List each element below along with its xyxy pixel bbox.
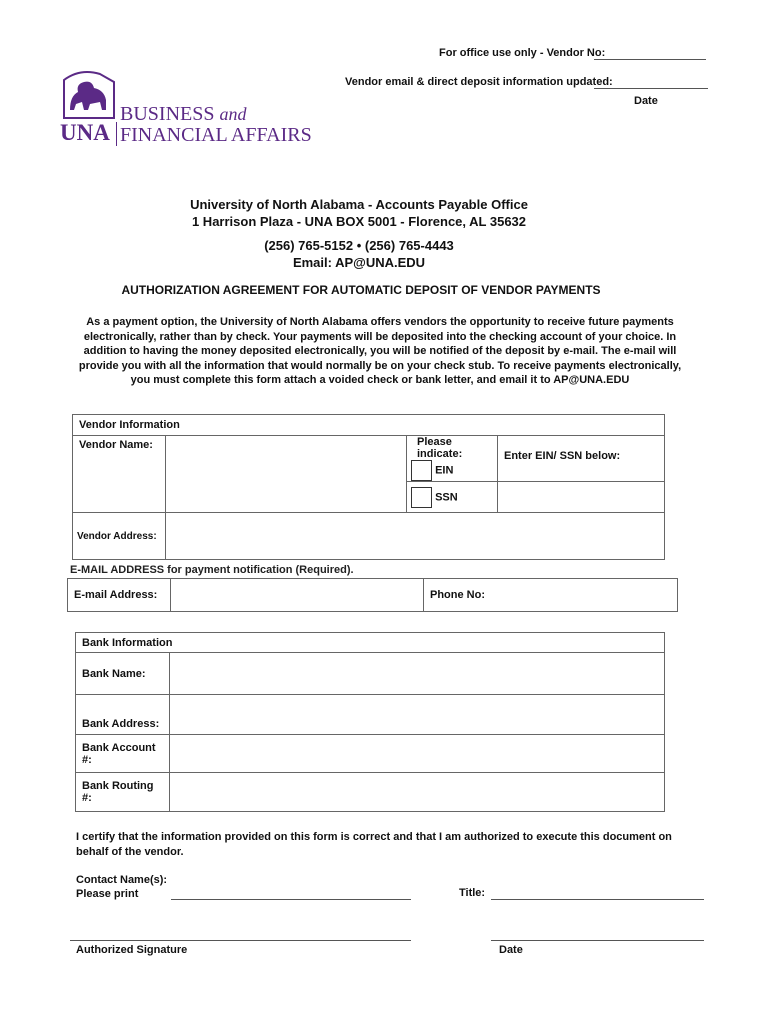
vendor-section-title: Vendor Information bbox=[73, 415, 665, 436]
bank-address-input[interactable] bbox=[170, 695, 665, 735]
org-address: 1 Harrison Plaza - UNA BOX 5001 - Florence, AL 35632 bbox=[191, 214, 527, 229]
signature-label: Authorized Signature bbox=[76, 944, 188, 956]
intro-line: addition to having the money deposited electronically, you will be notified of the deposit by e-mail. The e-mail will bbox=[83, 345, 677, 357]
updated-label: Vendor email & direct deposit information updated: bbox=[345, 76, 613, 88]
ein-cell bbox=[407, 436, 498, 482]
contact-name-line[interactable] bbox=[171, 899, 411, 900]
enter-ein-ssn-label: Enter EIN/ SSN below: bbox=[498, 436, 665, 482]
intro-line: electronically, rather than by check. Your payments will be deposited into the checking account of your choice. In bbox=[83, 330, 677, 343]
vendor-no-label: For office use only - Vendor No: bbox=[439, 47, 606, 59]
logo-line2: FINANCIAL AFFAIRS bbox=[120, 124, 312, 146]
bank-routing-input[interactable] bbox=[170, 773, 665, 812]
lion-icon bbox=[60, 68, 118, 120]
vendor-name-input[interactable] bbox=[166, 436, 407, 513]
una-mark: UNA bbox=[60, 120, 110, 145]
email-section-title: E-MAIL ADDRESS for payment notification (Required). bbox=[70, 564, 354, 576]
signature-line[interactable] bbox=[70, 940, 411, 941]
ein-ssn-input[interactable] bbox=[498, 482, 665, 513]
ssn-checkbox[interactable] bbox=[411, 487, 432, 508]
ein-label: EIN bbox=[435, 464, 454, 477]
org-email: Email: AP@UNA.EDU bbox=[292, 255, 426, 270]
indicate-label: Please indicate: bbox=[417, 436, 463, 460]
bank-table bbox=[75, 632, 665, 812]
intro-text bbox=[40, 315, 720, 388]
una-logo bbox=[60, 68, 310, 148]
updated-line[interactable] bbox=[594, 88, 708, 89]
vendor-table bbox=[72, 414, 665, 560]
email-label: E-mail Address: bbox=[68, 579, 171, 612]
office-date-label: Date bbox=[634, 95, 658, 107]
certify-line: behalf of the vendor. bbox=[76, 846, 184, 858]
intro-line: provide you with all the information that would normally be on your check stub. To receive payments electronically, bbox=[78, 359, 682, 372]
bank-routing-label: Bank Routing #: bbox=[76, 773, 170, 812]
title-line[interactable] bbox=[491, 899, 704, 900]
certify-text bbox=[76, 830, 672, 860]
bank-section-title: Bank Information bbox=[76, 633, 665, 653]
org-name: University of North Alabama - Accounts Payable Office bbox=[190, 197, 528, 212]
phone-cell[interactable] bbox=[424, 579, 678, 612]
email-input[interactable] bbox=[171, 579, 424, 612]
vendor-address-label: Vendor Address: bbox=[73, 513, 166, 560]
org-phones: (256) 765-5152 • (256) 765-4443 bbox=[264, 238, 454, 253]
ssn-label: SSN bbox=[435, 490, 458, 503]
intro-line: you must complete this form attach a voided check or bank letter, and email it to AP@UNA.EDU bbox=[130, 374, 630, 386]
sign-date-line[interactable] bbox=[491, 940, 704, 941]
ssn-cell bbox=[407, 482, 498, 513]
contact-label-line1: Contact Name(s): bbox=[76, 874, 168, 886]
contact-label bbox=[76, 873, 167, 901]
sign-date-label: Date bbox=[499, 944, 523, 956]
bank-name-input[interactable] bbox=[170, 653, 665, 695]
logo-divider bbox=[116, 122, 117, 146]
phone-label: Phone No: bbox=[430, 589, 485, 601]
bank-address-label: Bank Address: bbox=[76, 695, 170, 735]
certify-line: I certify that the information provided on this form is correct and that I am authorized to execute this document on bbox=[76, 831, 672, 843]
bank-account-input[interactable] bbox=[170, 735, 665, 773]
vendor-name-label: Vendor Name: bbox=[73, 436, 166, 513]
intro-line: As a payment option, the University of North Alabama offers vendors the opportunity to receive future payments bbox=[86, 316, 674, 328]
bank-account-label: Bank Account #: bbox=[76, 735, 170, 773]
bank-name-label: Bank Name: bbox=[76, 653, 170, 695]
ein-checkbox[interactable] bbox=[411, 460, 432, 481]
vendor-no-line[interactable] bbox=[594, 59, 706, 60]
title-label: Title: bbox=[459, 887, 486, 899]
email-table bbox=[67, 578, 678, 612]
logo-and: and bbox=[219, 104, 247, 124]
logo-line1 bbox=[120, 103, 246, 126]
contact-label-line2: Please print bbox=[76, 888, 139, 900]
logo-business: BUSINESS bbox=[120, 103, 215, 125]
form-title: AUTHORIZATION AGREEMENT FOR AUTOMATIC DEPOSIT OF VENDOR PAYMENTS bbox=[121, 283, 601, 297]
vendor-address-input[interactable] bbox=[166, 513, 665, 560]
